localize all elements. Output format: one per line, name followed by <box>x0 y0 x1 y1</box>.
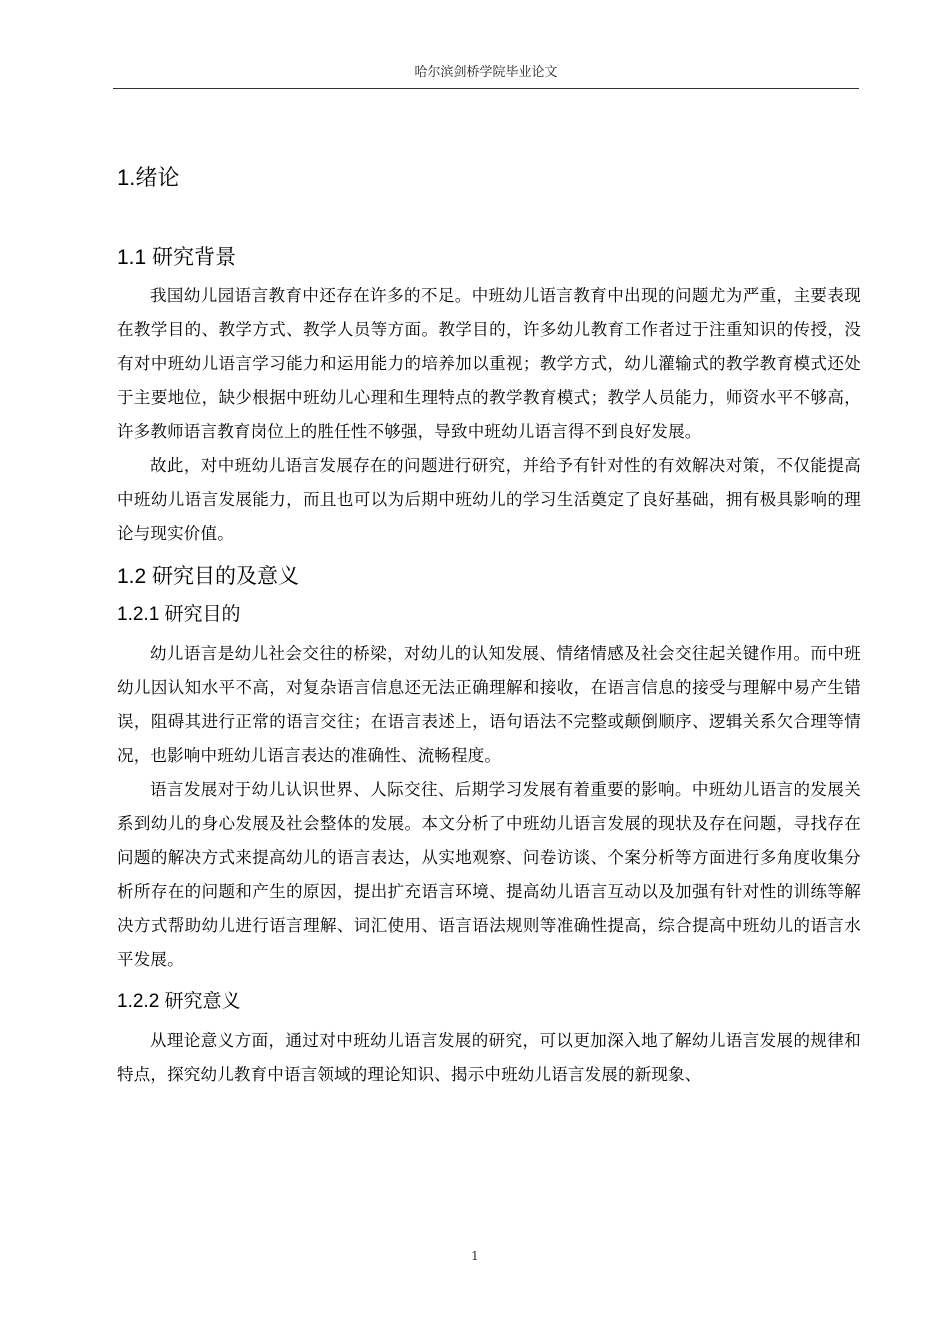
section-title-purpose-significance: 1.2 研究目的及意义 <box>117 565 300 588</box>
paragraph: 幼儿语言是幼儿社会交往的桥梁，对幼儿的认知发展、情绪情感及社会交往起关键作用。而中班幼儿因认知水平不高，对复杂语言信息还无法正确理解和接收，在语言信息的接受与理解中易产生错误，阻碍其进行正常的语言交往；在语言表述上，语句语法不完整或颠倒顺序、逻辑关系欠合理等情况，也影响中班幼儿语言表达的准确性、流畅程度。 <box>117 644 861 765</box>
header-rule <box>113 88 859 89</box>
paragraph: 我国幼儿园语言教育中还存在许多的不足。中班幼儿语言教育中出现的问题尤为严重，主要表现在教学目的、教学方式、教学人员等方面。教学目的，许多幼儿教育工作者过于注重知识的传授，没有对中班幼儿语言学习能力和运用能力的培养加以重视；教学方式，幼儿灌输式的教学教育模式还处于主要地位，缺少根据中班幼儿心理和生理特点的教学教育模式；教学人员能力，师资水平不够高，许多教师语言教育岗位上的胜任性不够强，导致中班幼儿语言得不到良好发展。 <box>117 286 861 441</box>
section-title-background: 1.1 研究背景 <box>117 246 237 269</box>
running-header: 哈尔滨剑桥学院毕业论文 <box>414 65 558 80</box>
paragraph: 故此，对中班幼儿语言发展存在的问题进行研究，并给予有针对性的有效解决对策，不仅能提高中班幼儿语言发展能力，而且也可以为后期中班幼儿的学习生活奠定了良好基础，拥有极具影响的理论与现实价值。 <box>117 456 861 543</box>
paragraph: 语言发展对于幼儿认识世界、人际交往、后期学习发展有着重要的影响。中班幼儿语言的发展关系到幼儿的身心发展及社会整体的发展。本文分析了中班幼儿语言发展的现状及存在问题，寻找存在问题的解决方式来提高幼儿的语言表达，从实地观察、问卷访谈、个案分析等方面进行多角度收集分析所存在的问题和产生的原因，提出扩充语言环境、提高幼儿语言互动以及加强有针对性的训练等解决方式帮助幼儿进行语言理解、词汇使用、语言语法规则等准确性提高，综合提高中班幼儿的语言水平发展。 <box>117 780 861 969</box>
page-number: 1 <box>471 1249 479 1263</box>
chapter-title: 1.绪论 <box>117 165 180 190</box>
subsection-title-purpose: 1.2.1 研究目的 <box>117 604 241 625</box>
document-body <box>117 158 861 1092</box>
subsection-title-significance: 1.2.2 研究意义 <box>117 991 241 1012</box>
paragraph: 从理论意义方面，通过对中班幼儿语言发展的研究，可以更加深入地了解幼儿语言发展的规律和特点，探究幼儿教育中语言领域的理论知识、揭示中班幼儿语言发展的新现象、 <box>117 1031 861 1084</box>
